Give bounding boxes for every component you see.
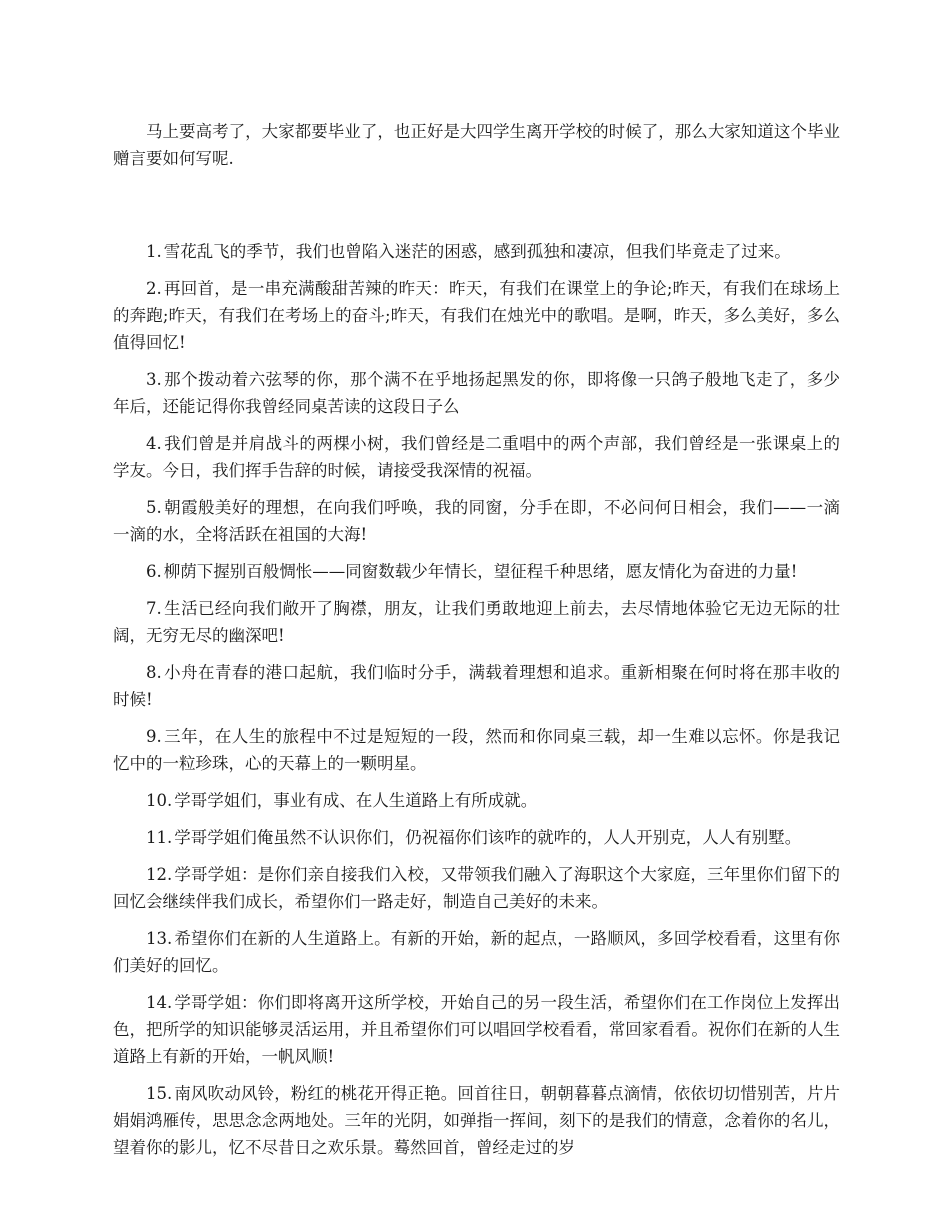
list-item <box>113 430 840 484</box>
item-text: 朝霞般美好的理想，在向我们呼唤，我的同窗，分手在即，不必问何日相会，我们——一滴一滴的水，全将活跃在祖国的大海! <box>113 498 840 544</box>
item-text: 柳荫下握别百般惆怅——同窗数载少年情长，望征程千种思绪，愿友情化为奋进的力量! <box>163 562 798 581</box>
item-text: 学哥学姐们，事业有成、在人生道路上有所成就。 <box>174 791 538 810</box>
list-item <box>113 366 840 420</box>
item-text: 三年，在人生的旅程中不过是短短的一段，然而和你同桌三载，却一生难以忘怀。你是我记忆中的一粒珍珠，心的天幕上的一颗明星。 <box>113 727 840 773</box>
item-number: 4. <box>146 434 162 453</box>
item-number: 10. <box>146 791 173 810</box>
list-item <box>113 595 840 649</box>
item-number: 8. <box>146 663 162 682</box>
item-text: 南风吹动风铃，粉红的桃花开得正艳。回首往日，朝朝暮暮点滴情，依依切切惜别苦，片片娟娟鸿雁传，思思念念两地处。三年的光阴，如弹指一挥间，刻下的是我们的情意，念着你的名儿，望着你的影儿，忆不尽昔日之欢乐景。蓦然回首，曾经走过的岁 <box>113 1084 840 1157</box>
item-text: 学哥学姐：是你们亲自接我们入校，又带领我们融入了海职这个大家庭，三年里你们留下的回忆会继续伴我们成长，希望你们一路走好，制造自己美好的未来。 <box>113 865 840 911</box>
intro-paragraph: 马上要高考了，大家都要毕业了，也正好是大四学生离开学校的时候了，那么大家知道这个毕业赠言要如何写呢. <box>113 122 840 168</box>
item-text: 那个拨动着六弦琴的你，那个满不在乎地扬起黑发的你，即将像一只鸽子般地飞走了，多少年后，还能记得你我曾经同桌苦读的这段日子么 <box>113 370 840 416</box>
item-number: 15. <box>146 1084 173 1103</box>
list-item <box>113 989 840 1070</box>
list-item <box>113 925 840 979</box>
list-item <box>113 824 840 851</box>
item-number: 11. <box>146 828 173 847</box>
item-number: 14. <box>146 993 173 1012</box>
item-text: 我们曾是并肩战斗的两棵小树，我们曾经是二重唱中的两个声部，我们曾经是一张课桌上的学友。今日，我们挥手告辞的时候，请接受我深情的祝福。 <box>113 434 840 480</box>
item-text: 希望你们在新的人生道路上。有新的开始，新的起点，一路顺风，多回学校看看，这里有你们美好的回忆。 <box>113 929 840 975</box>
item-number: 1. <box>146 242 162 261</box>
item-number: 6. <box>146 562 162 581</box>
document-body <box>113 118 840 1171</box>
list-item <box>113 494 840 548</box>
list-item <box>113 723 840 777</box>
item-text: 雪花乱飞的季节，我们也曾陷入迷茫的困惑，感到孤独和凄凉，但我们毕竟走了过来。 <box>163 242 791 261</box>
item-text: 生活已经向我们敞开了胸襟，朋友，让我们勇敢地迎上前去，去尽情地体验它无边无际的壮阔，无穷无尽的幽深吧! <box>113 599 840 645</box>
item-text: 学哥学姐：你们即将离开这所学校，开始自己的另一段生活，希望你们在工作岗位上发挥出色，把所学的知识能够灵活运用，并且希望你们可以唱回学校看看，常回家看看。祝你们在新的人生道路上有新的开始，一帆风顺! <box>113 993 840 1066</box>
item-number: 5. <box>146 498 162 517</box>
item-number: 13. <box>146 929 173 948</box>
item-number: 9. <box>146 727 162 746</box>
list-item <box>113 787 840 814</box>
item-text: 小舟在青春的港口起航，我们临时分手，满载着理想和追求。重新相聚在何时将在那丰收的时候! <box>113 663 840 709</box>
item-number: 7. <box>146 599 162 618</box>
list-item <box>113 1080 840 1161</box>
item-number: 3. <box>146 370 162 389</box>
list-item <box>113 861 840 915</box>
list-item <box>113 275 840 356</box>
item-text: 学哥学姐们俺虽然不认识你们，仍祝福你们该咋的就咋的，人人开别克，人人有别墅。 <box>174 828 802 847</box>
item-number: 12. <box>146 865 173 884</box>
list-item <box>113 558 840 585</box>
item-text: 再回首，是一串充满酸甜苦辣的昨天：昨天，有我们在课堂上的争论;昨天，有我们在球场上的奔跑;昨天，有我们在考场上的奋斗;昨天，有我们在烛光中的歌唱。是啊，昨天，多么美好，多么值得回忆! <box>113 279 840 352</box>
item-number: 2. <box>146 279 162 298</box>
list-item <box>113 659 840 713</box>
list-item <box>113 238 840 265</box>
